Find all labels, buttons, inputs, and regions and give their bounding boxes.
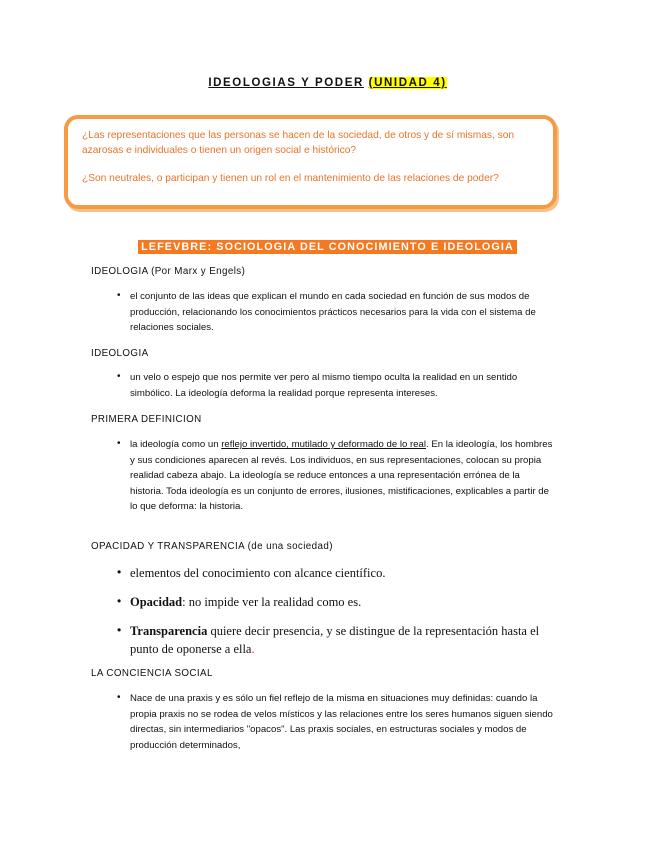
title-main: IDEOLOGIAS Y PODER bbox=[208, 77, 364, 89]
transparencia-def: quiere decir presencia, y se distingue de la representación hasta el punto de oponerse a ella bbox=[130, 624, 540, 656]
bullet: • bbox=[117, 692, 121, 703]
bullet: • bbox=[117, 371, 121, 382]
opacidad-def: : no impide ver la realidad como es. bbox=[182, 595, 362, 609]
title-unit: (UNIDAD 4) bbox=[368, 77, 447, 89]
definition-3-post: . En la ideología, los hombres y sus condiciones aparecen al revés. Los individuos, en sus representaciones, colocan su propia realidad cabeza abajo. La ideología se reduce entonces a una representación errónea de la historia. Toda ideología es un conjunto de errores, ilusiones, mistificaciones, explicables a partir de lo que deforma: la historia. bbox=[130, 439, 553, 512]
definition-2: un velo o espejo que nos permite ver pero al mismo tiempo oculta la realidad en un sentido simbólico. La ideología deforma la realidad porque representa intereses. bbox=[130, 372, 518, 399]
opacidad-term: Opacidad bbox=[130, 595, 183, 609]
bullet: • bbox=[117, 565, 122, 579]
label-ideologia-marx: IDEOLOGIA (Por Marx y Engels) bbox=[91, 266, 246, 277]
label-conciencia-social: LA CONCIENCIA SOCIAL bbox=[91, 668, 213, 679]
question-1: ¿Las representaciones que las personas se hacen de la sociedad, de otros y de sí mismas, son azarosas e individuales o tienen un origen social e histórico? bbox=[82, 130, 515, 156]
bullet: • bbox=[117, 438, 121, 449]
label-opacidad: OPACIDAD Y TRANSPARENCIA (de una sociedad) bbox=[91, 541, 333, 552]
bullet: • bbox=[117, 290, 121, 301]
transparencia-term: Transparencia bbox=[130, 624, 208, 638]
label-primera-definicion: PRIMERA DEFINICION bbox=[91, 414, 202, 425]
transparencia-end: . bbox=[251, 642, 255, 656]
section-title: LEFEVBRE: SOCIOLOGIA DEL CONOCIMIENTO E IDEOLOGIA bbox=[138, 240, 517, 254]
definition-3-pre: la ideología como un bbox=[130, 439, 222, 450]
opacidad-item-2 bbox=[130, 593, 555, 611]
page-title bbox=[0, 77, 655, 89]
bullet: • bbox=[117, 623, 122, 637]
bullet: • bbox=[117, 594, 122, 608]
question-2: ¿Son neutrales, o participan y tienen un rol en el mantenimiento de las relaciones de poder? bbox=[82, 173, 499, 184]
label-ideologia: IDEOLOGIA bbox=[91, 348, 149, 359]
opacidad-item-3 bbox=[130, 622, 555, 658]
opacidad-item-1: elementos del conocimiento con alcance científico. bbox=[130, 566, 386, 580]
section-title-wrap bbox=[0, 237, 655, 255]
definition-3 bbox=[130, 437, 555, 515]
conciencia-social-text: Nace de una praxis y es sólo un fiel reflejo de la misma en situaciones muy definidas: cuando la propia praxis no se rodea de velos místicos y las relaciones entre los seres humanos siguen siendo directas, sin intermediarios "opacos". Las praxis sociales, en estructuras sociales y modos de producción determinados, bbox=[130, 693, 553, 751]
definition-1: el conjunto de las ideas que explican el mundo en cada sociedad en función de sus modos de producción, relacionando los conocimientos prácticos necesarios para la vida con el sistema de relaciones sociales. bbox=[130, 291, 536, 333]
definition-3-underlined: reflejo invertido, mutilado y deformado de lo real bbox=[221, 439, 426, 450]
